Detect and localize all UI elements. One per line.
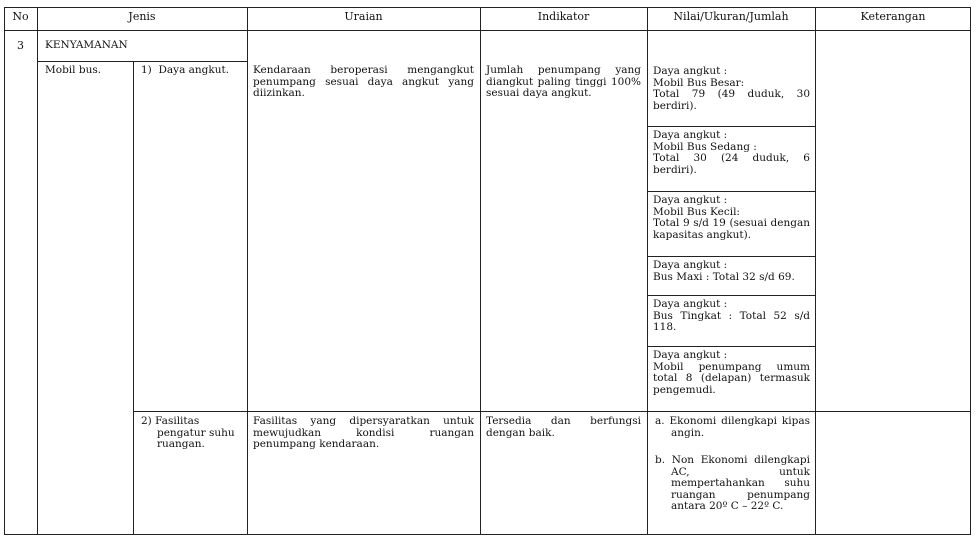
- header-jenis: Jenis: [128, 10, 156, 23]
- col-divider-jenis: [247, 7, 248, 535]
- nilai-ekonomi: a. Ekonomi dilengkapi kipas angin.: [655, 415, 810, 439]
- nilai-divider-2: [647, 191, 815, 192]
- nilai-mobil-penumpang: Daya angkut : Mobil penumpang umum total 8 (delapan) termasuk pengemudi.: [653, 349, 810, 396]
- section-title: KENYAMANAN: [45, 39, 128, 51]
- item-row-divider: [133, 411, 971, 412]
- header-uraian: Uraian: [344, 10, 383, 23]
- item-1-label: 1) Daya angkut.: [141, 64, 230, 76]
- nilai-divider-5: [647, 346, 815, 347]
- col-divider-nilai: [815, 7, 816, 535]
- nilai-bus-sedang: Daya angkut : Mobil Bus Sedang : Total 30 (24 duduk, 6 berdiri).: [653, 129, 810, 176]
- nilai-divider-3: [647, 256, 815, 257]
- nilai-bus-besar: Daya angkut : Mobil Bus Besar: Total 79 (49 duduk, 30 berdiri).: [653, 65, 810, 112]
- item-1-uraian: Kendaraan beroperasi mengangkut penumpang sesuai daya angkut yang diizinkan.: [253, 64, 474, 99]
- nilai-divider-1: [647, 126, 815, 127]
- section-row-divider: [37, 61, 247, 62]
- nilai-bus-tingkat: Daya angkut : Bus Tingkat : Total 52 s/d 118.: [653, 298, 810, 333]
- item-2-label: 2) Fasilitas pengatur suhu ruangan.: [141, 415, 235, 450]
- item-2-uraian: Fasilitas yang dipersyaratkan untuk mewujudkan kondisi ruangan penumpang kendaraan.: [253, 415, 474, 450]
- header-row-divider: [4, 30, 971, 31]
- section-number: 3: [17, 39, 24, 52]
- item-1-indikator: Jumlah penumpang yang diangkut paling tinggi 100% sesuai daya angkut.: [486, 64, 641, 99]
- col-divider-uraian: [480, 7, 481, 535]
- header-keterangan: Keterangan: [860, 10, 926, 23]
- header-nilai: Nilai/Ukuran/Jumlah: [673, 10, 789, 23]
- col-divider-no: [37, 7, 38, 535]
- nilai-non-ekonomi: b. Non Ekonomi dilengkapi AC, untuk mempertahankan suhu ruangan penumpang antara 20º C – 22º C.: [655, 454, 810, 512]
- col-divider-label: [133, 61, 134, 535]
- header-indikator: Indikator: [537, 10, 590, 23]
- header-no: No: [12, 10, 29, 23]
- nilai-bus-maxi: Daya angkut : Bus Maxi : Total 32 s/d 69.: [653, 259, 795, 283]
- item-2-indikator: Tersedia dan berfungsi dengan baik.: [486, 415, 641, 439]
- nilai-bus-kecil: Daya angkut : Mobil Bus Kecil: Total 9 s/d 19 (sesuai dengan kapasitas angkut).: [653, 194, 810, 241]
- nilai-divider-4: [647, 295, 815, 296]
- category-label: Mobil bus.: [45, 64, 102, 76]
- col-divider-indikator: [647, 7, 648, 535]
